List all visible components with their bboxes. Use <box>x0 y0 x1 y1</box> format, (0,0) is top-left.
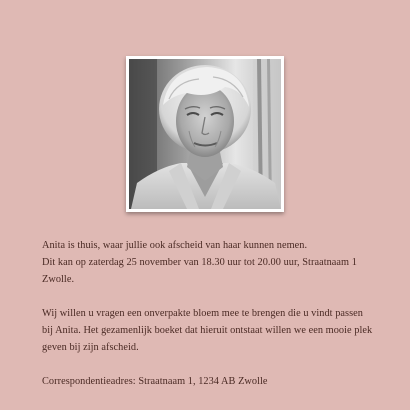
text-line: bij Anita. Het gezamenlijk boeket dat hieruit ontstaat willen we een mooie plek <box>42 325 373 336</box>
text-line: geven bij zijn afscheid. <box>42 342 139 353</box>
paragraph-correspondence-address <box>42 373 382 390</box>
text-line: Correspondentieadres: Straatnaam 1, 1234 AB Zwolle <box>42 376 268 387</box>
text-line: Zwolle. <box>42 274 75 285</box>
paragraph-flower-request <box>42 305 382 356</box>
text-line: Anita is thuis, waar jullie ook afscheid van haar kunnen nemen. <box>42 240 308 251</box>
portrait-photo <box>129 59 281 209</box>
portrait-image <box>129 59 281 209</box>
paragraph-farewell-at-home <box>42 237 382 288</box>
text-line: Dit kan op zaterdag 25 november van 18.30 uur tot 20.00 uur, Straatnaam 1 <box>42 257 357 268</box>
announcement-text <box>42 237 382 390</box>
text-line: Wij willen u vragen een onverpakte bloem mee te brengen die u vindt passen <box>42 308 363 319</box>
portrait-frame <box>126 56 284 212</box>
